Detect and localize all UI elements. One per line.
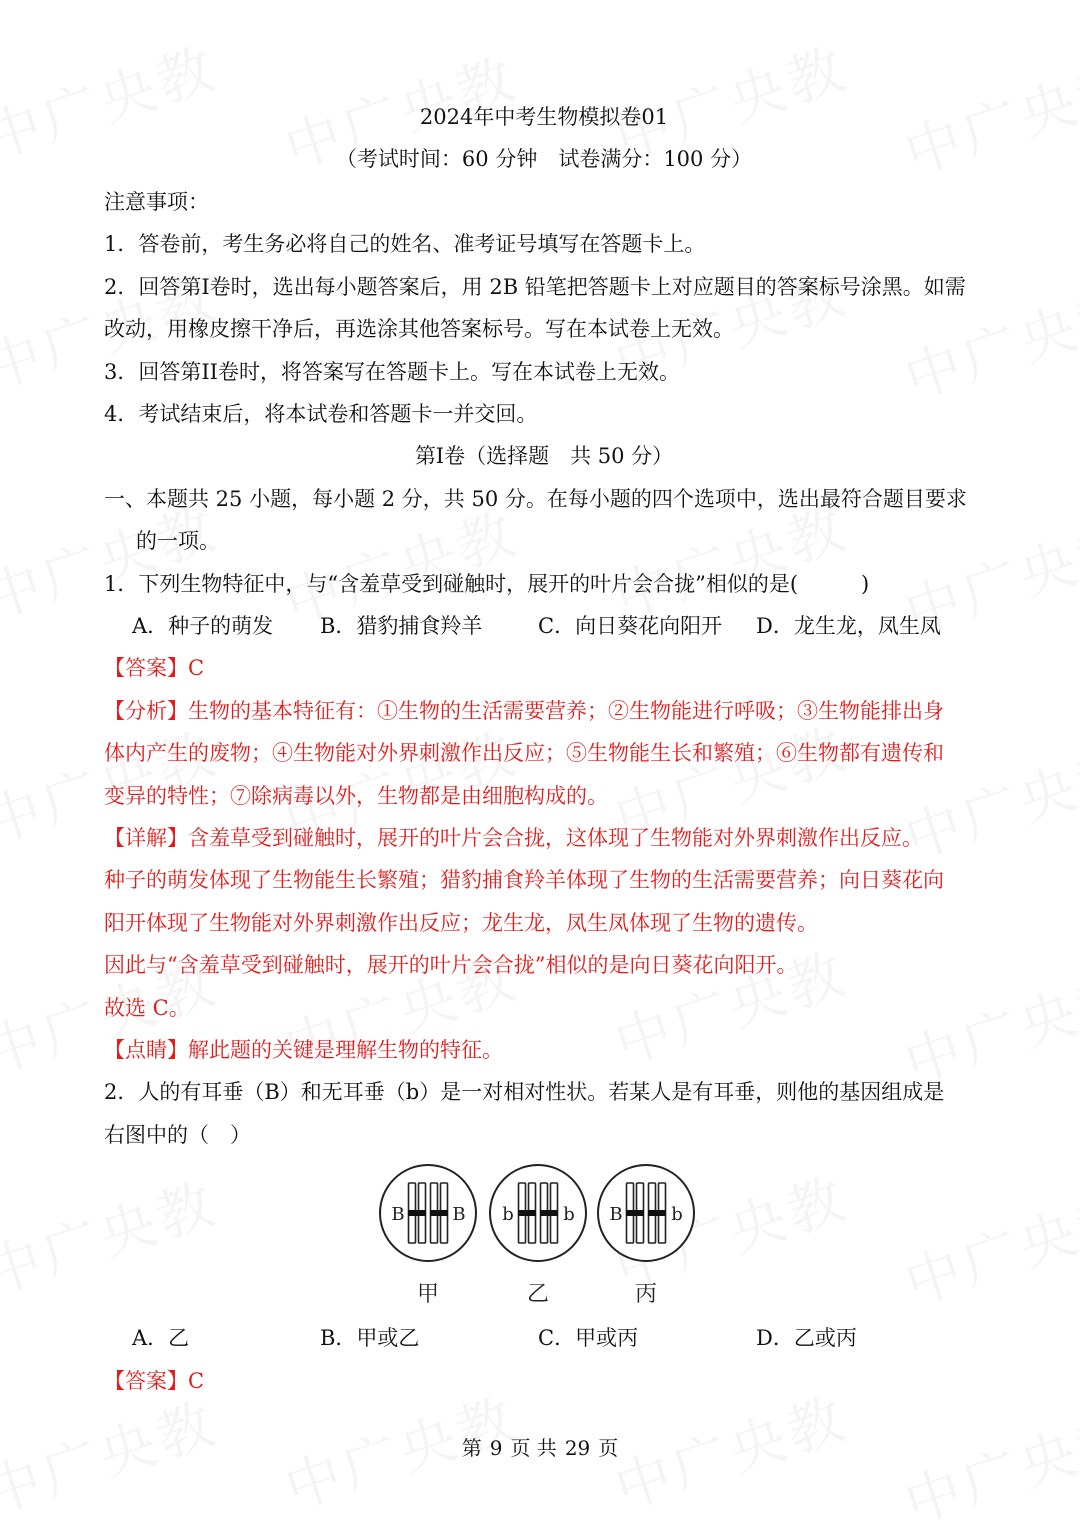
notice-item: 3．回答第II卷时，将答案写在答题卡上。写在本试卷上无效。	[104, 360, 680, 384]
footer-page-number: 9	[489, 1436, 503, 1460]
question-1-detail: 种子的萌发体现了生物能生长繁殖；猎豹捕食羚羊体现了生物的生活需要营养；向日葵花向	[104, 868, 944, 892]
allele-label-right: b	[563, 1204, 575, 1225]
question-1-answer: 【答案】C	[104, 656, 205, 680]
question-1-key-point: 【点睛】解此题的关键是理解生物的特征。	[104, 1038, 503, 1062]
footer-suffix: 页	[598, 1436, 619, 1460]
question-2-answer: 【答案】C	[104, 1369, 205, 1393]
question-1-detail: 阳开体现了生物能对外界刺激作出反应；龙生龙，凤生凤体现了生物的遗传。	[104, 911, 818, 935]
section-instruction: 的一项。	[136, 529, 220, 553]
question-1-detail: 因此与“含羞草受到碰触时，展开的叶片会合拢”相似的是向日葵花向阳开。	[104, 953, 798, 977]
question-1-option-b: B．猎豹捕食羚羊	[320, 614, 483, 638]
question-1-analysis: 【分析】生物的基本特征有：①生物的生活需要营养；②生物能进行呼吸；③生物能排出身	[104, 699, 944, 723]
gene-band	[626, 1210, 644, 1216]
footer-total-pages: 29	[564, 1436, 591, 1460]
chromosome-figure	[376, 1157, 706, 1312]
question-2-option-c: C．甲或丙	[538, 1326, 639, 1350]
notice-item: 1．答卷前，考生务必将自己的姓名、准考证号填写在答题卡上。	[104, 232, 706, 256]
footer-middle: 页 共	[510, 1436, 557, 1460]
gene-band	[408, 1210, 426, 1216]
gene-band	[540, 1210, 558, 1216]
question-2-option-b: B．甲或乙	[320, 1326, 420, 1350]
allele-label-right: b	[671, 1204, 683, 1225]
allele-label-left: b	[502, 1204, 514, 1225]
notice-item: 4．考试结束后，将本试卷和答题卡一并交回。	[104, 402, 538, 426]
question-2-stem: 2．人的有耳垂（B）和无耳垂（b）是一对相对性状。若某人是有耳垂，则他的基因组成是	[104, 1080, 945, 1104]
question-1-option-a: A．种子的萌发	[132, 614, 274, 638]
gene-band	[430, 1210, 448, 1216]
question-1-detail: 故选 C。	[104, 996, 190, 1020]
section-title: 第I卷（选择题 共 50 分）	[414, 444, 674, 468]
exam-title: 2024年中考生物模拟卷01	[419, 105, 669, 129]
watermark	[894, 1390, 1080, 1540]
exam-subtitle: （考试时间：60 分钟 试卷满分：100 分）	[335, 147, 753, 171]
question-2-stem: 右图中的（ ）	[104, 1123, 251, 1147]
allele-label-left: B	[391, 1204, 405, 1225]
question-1-analysis: 变异的特性；⑦除病毒以外，生物都是由细胞构成的。	[104, 784, 608, 808]
cell-label: 丙	[634, 1282, 658, 1307]
notice-heading: 注意事项：	[104, 190, 209, 214]
page-footer	[0, 1432, 1080, 1461]
watermark	[894, 1170, 1080, 1320]
question-1-stem: 1．下列生物特征中，与“含羞草受到碰触时，展开的叶片会合拢”相似的是( )	[104, 572, 870, 596]
watermark	[0, 1160, 226, 1310]
question-1-option-c: C．向日葵花向阳开	[538, 614, 723, 638]
footer-prefix: 第	[461, 1436, 482, 1460]
cell-label: 乙	[526, 1282, 550, 1307]
question-1-detail: 【详解】含羞草受到碰触时，展开的叶片会合拢，这体现了生物能对外界刺激作出反应。	[104, 826, 923, 850]
notice-item: 2．回答第I卷时，选出每小题答案后，用 2B 铅笔把答题卡上对应题目的答案标号涂黑。如需	[104, 275, 966, 299]
gene-band	[518, 1210, 536, 1216]
question-2-option-d: D．乙或丙	[756, 1326, 857, 1350]
question-1-option-d: D．龙生龙，凤生凤	[756, 614, 941, 638]
allele-label-left: B	[609, 1204, 623, 1225]
allele-label-right: B	[452, 1204, 466, 1225]
cell-label: 甲	[416, 1282, 440, 1307]
question-2-option-a: A．乙	[132, 1326, 190, 1350]
section-instruction: 一、本题共 25 小题，每小题 2 分，共 50 分。在每小题的四个选项中，选出最符合题目要求	[104, 487, 967, 511]
question-1-analysis: 体内产生的废物；④生物能对外界刺激作出反应；⑤生物能生长和繁殖；⑥生物都有遗传和	[104, 741, 944, 765]
notice-item: 改动，用橡皮擦干净后，再选涂其他答案标号。写在本试卷上无效。	[104, 317, 734, 341]
gene-band	[648, 1210, 666, 1216]
